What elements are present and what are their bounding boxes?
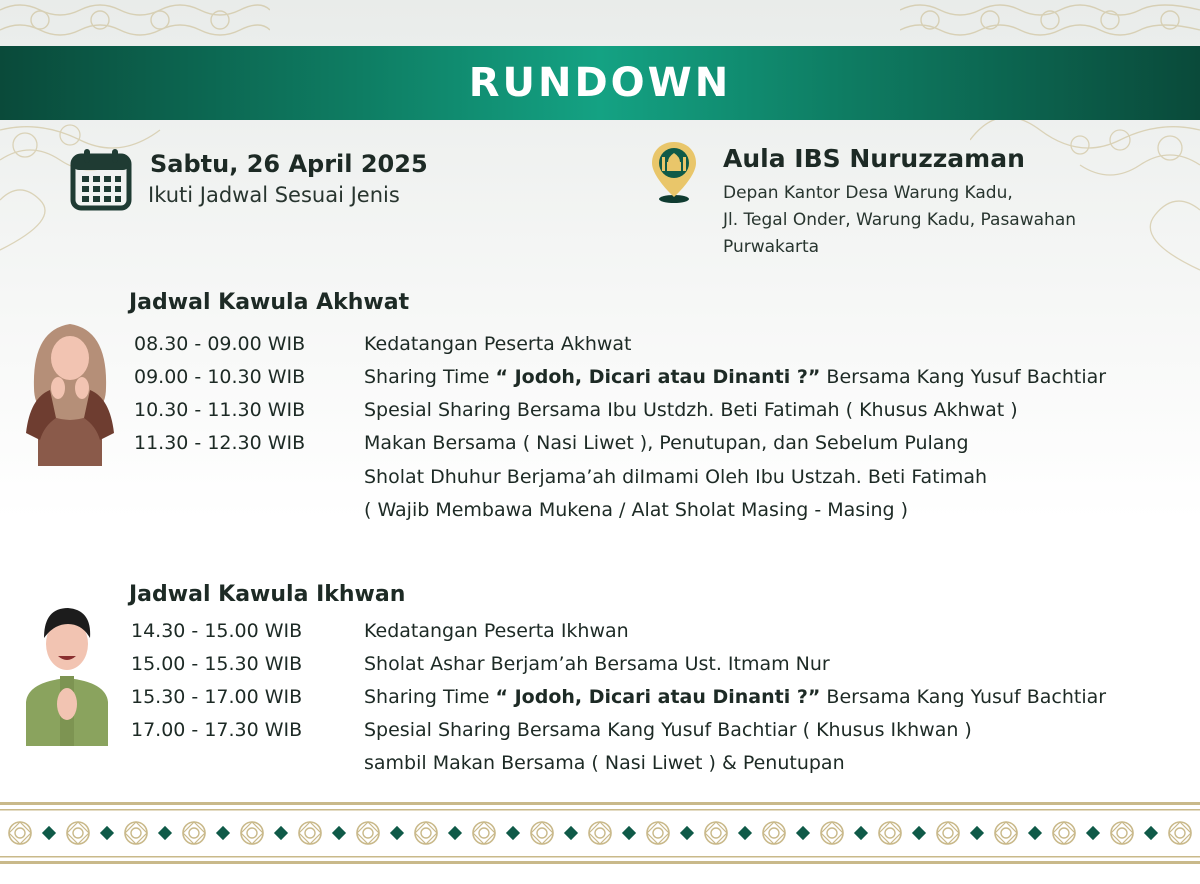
schedule-activity — [364, 333, 632, 355]
schedule-time: 17.00 - 17.30 WIB — [131, 719, 303, 741]
activity-text: sambil Makan Bersama ( Nasi Liwet ) & Penutupan — [364, 752, 845, 774]
venue-address-line: Depan Kantor Desa Warung Kadu, — [723, 183, 1013, 203]
schedule-activity — [364, 499, 908, 521]
border-diamond-motif — [506, 826, 520, 840]
activity-theme: “ Jodoh, Dicari atau Dinanti ?” — [495, 686, 821, 708]
activity-text: Sharing Time — [364, 366, 496, 388]
border-diamond-motif — [912, 826, 926, 840]
schedule-time: 11.30 - 12.30 WIB — [134, 432, 306, 454]
ikhwan-section-title: Jadwal Kawula Ikhwan — [129, 582, 406, 607]
schedule-activity — [364, 399, 1018, 421]
border-flower-motif — [995, 822, 1017, 844]
border-flower-motif — [937, 822, 959, 844]
border-diamond-motif — [274, 826, 288, 840]
border-flower-motif — [9, 822, 31, 844]
venue-address-line: Purwakarta — [723, 237, 820, 257]
schedule-time: 15.30 - 17.00 WIB — [131, 686, 303, 708]
rundown-banner — [0, 46, 1200, 120]
event-date-note: Ikuti Jadwal Sesuai Jenis — [148, 183, 400, 207]
activity-text: Sholat Dhuhur Berjama’ah diImami Oleh Ibu Ustzah. Beti Fatimah — [364, 466, 988, 488]
schedule-activity — [364, 653, 830, 675]
ornamental-border — [0, 800, 1200, 866]
activity-text: Sharing Time — [364, 686, 496, 708]
border-diamond-motif — [216, 826, 230, 840]
border-diamond-motif — [680, 826, 694, 840]
activity-text: Bersama Kang Yusuf Bachtiar — [820, 366, 1107, 388]
border-diamond-motif — [332, 826, 346, 840]
activity-text: Spesial Sharing Bersama Kang Yusuf Bachtiar ( Khusus Ikhwan ) — [364, 719, 972, 741]
map-pin-mosque-icon — [650, 140, 698, 204]
activity-text: Bersama Kang Yusuf Bachtiar — [820, 686, 1107, 708]
activity-text: Makan Bersama ( Nasi Liwet ), Penutupan, dan Sebelum Pulang — [364, 432, 969, 454]
schedule-activity — [364, 466, 987, 488]
border-flower-motif — [1169, 822, 1191, 844]
border-diamond-motif — [158, 826, 172, 840]
venue-address-line: Jl. Tegal Onder, Warung Kadu, Pasawahan — [723, 210, 1077, 230]
border-diamond-motif — [564, 826, 578, 840]
venue-address — [723, 180, 1076, 261]
border-flower-motif — [1111, 822, 1133, 844]
event-date: Sabtu, 26 April 2025 — [150, 150, 428, 178]
border-diamond-motif — [854, 826, 868, 840]
schedule-time: 14.30 - 15.00 WIB — [131, 620, 303, 642]
border-flower-motif — [879, 822, 901, 844]
border-flower-motif — [763, 822, 785, 844]
schedule-activity — [364, 620, 629, 642]
border-diamond-motif — [100, 826, 114, 840]
border-flower-motif — [415, 822, 437, 844]
border-flower-motif — [589, 822, 611, 844]
activity-text: Kedatangan Peserta Akhwat — [364, 333, 632, 355]
border-diamond-motif — [970, 826, 984, 840]
schedule-time: 15.00 - 15.30 WIB — [131, 653, 303, 675]
border-flower-motif — [241, 822, 263, 844]
border-flower-motif — [821, 822, 843, 844]
activity-text: Spesial Sharing Bersama Ibu Ustdzh. Beti Fatimah ( Khusus Akhwat ) — [364, 399, 1018, 421]
schedule-activity — [364, 686, 1106, 708]
schedule-activity — [364, 366, 1106, 388]
border-flower-motif — [125, 822, 147, 844]
activity-text: ( Wajib Membawa Mukena / Alat Sholat Masing - Masing ) — [364, 499, 909, 521]
border-diamond-motif — [1086, 826, 1100, 840]
border-diamond-motif — [390, 826, 404, 840]
page-title: RUNDOWN — [468, 60, 732, 106]
border-diamond-motif — [622, 826, 636, 840]
akhwat-section-title: Jadwal Kawula Akhwat — [129, 290, 410, 315]
schedule-time: 08.30 - 09.00 WIB — [134, 333, 306, 355]
border-flower-motif — [647, 822, 669, 844]
border-flower-motif — [473, 822, 495, 844]
border-flower-motif — [67, 822, 89, 844]
schedule-activity — [364, 719, 972, 741]
border-diamond-motif — [448, 826, 462, 840]
border-flower-motif — [705, 822, 727, 844]
border-diamond-motif — [1144, 826, 1158, 840]
border-flower-motif — [1053, 822, 1075, 844]
schedule-activity — [364, 752, 845, 774]
schedule-time: 09.00 - 10.30 WIB — [134, 366, 306, 388]
activity-text: Sholat Ashar Berjam’ah Bersama Ust. Itmam Nur — [364, 653, 830, 675]
border-diamond-motif — [738, 826, 752, 840]
ornament-top-left — [0, 0, 270, 46]
activity-text: Kedatangan Peserta Ikhwan — [364, 620, 629, 642]
border-flower-motif — [531, 822, 553, 844]
woman-avatar — [22, 318, 118, 466]
venue-name: Aula IBS Nuruzzaman — [723, 144, 1025, 173]
ornament-top-right — [900, 0, 1200, 46]
border-diamond-motif — [1028, 826, 1042, 840]
border-flower-motif — [183, 822, 205, 844]
border-diamond-motif — [42, 826, 56, 840]
calendar-icon — [70, 148, 132, 212]
schedule-time: 10.30 - 11.30 WIB — [134, 399, 306, 421]
activity-theme: “ Jodoh, Dicari atau Dinanti ?” — [495, 366, 821, 388]
border-flower-motif — [357, 822, 379, 844]
border-diamond-motif — [796, 826, 810, 840]
schedule-activity — [364, 432, 969, 454]
border-flower-motif — [299, 822, 321, 844]
man-avatar — [20, 604, 114, 746]
